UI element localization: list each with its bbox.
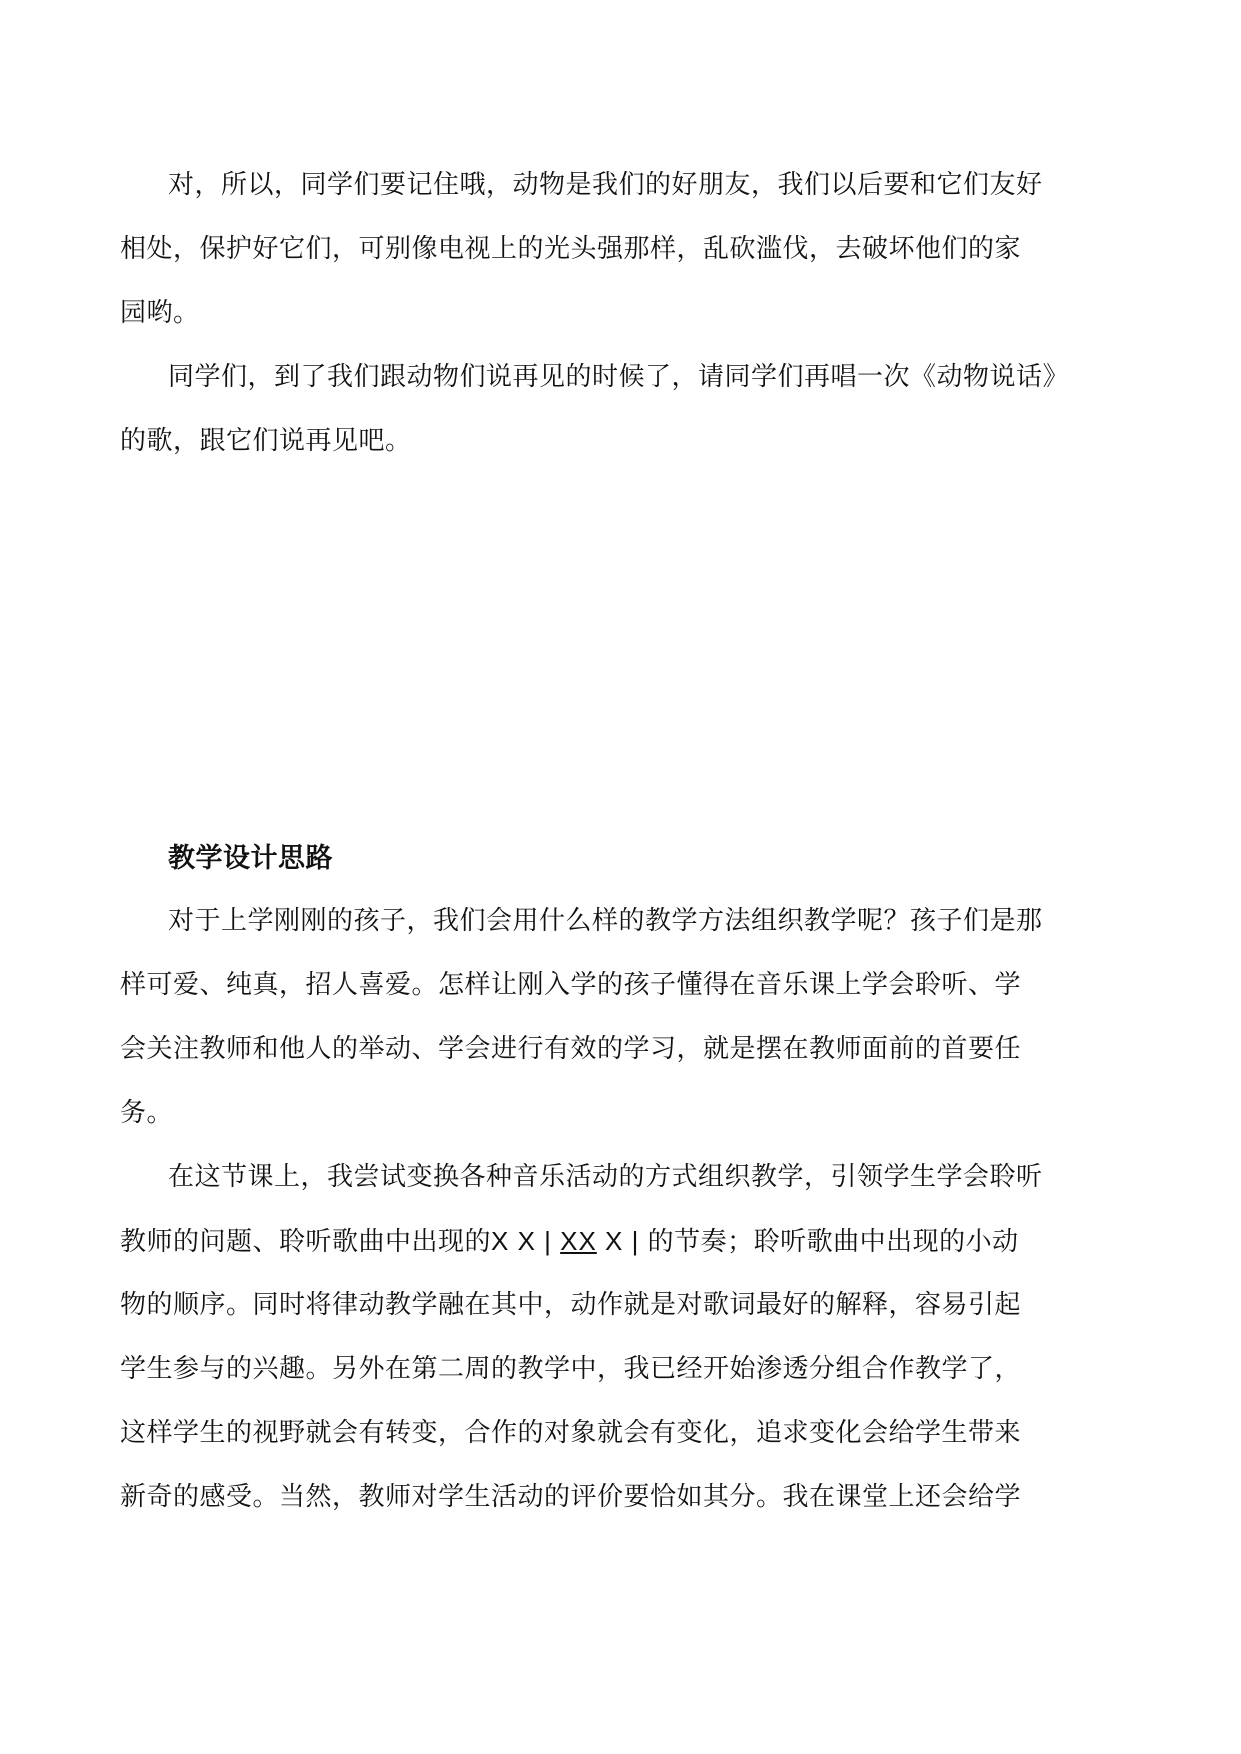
paragraph-1-line-1: 对，所以，同学们要记住哦，动物是我们的好朋友，我们以后要和它们友好 <box>168 170 1043 200</box>
section-heading: 教学设计思路 <box>168 843 333 874</box>
paragraph-4-line-2-before: 教师的问题、聆听歌曲中出现的 <box>120 1227 492 1257</box>
paragraph-3-line-3: 会关注教师和他人的举动、学会进行有效的学习，就是摆在教师面前的首要任 <box>120 1034 1022 1064</box>
paragraph-3-line-4: 务。 <box>120 1098 174 1128</box>
paragraph-4-line-6: 新奇的感受。当然，教师对学生活动的评价要恰如其分。我在课堂上还会给学 <box>120 1482 1022 1512</box>
paragraph-2-line-1: 同学们，到了我们跟动物们说再见的时候了，请同学们再唱一次《动物说话》 <box>168 362 1070 392</box>
paragraph-4-line-2 <box>120 1224 1019 1259</box>
rhythm-notation-underlined: XX <box>560 1226 597 1256</box>
paragraph-4-line-2-after: 的节奏；聆听歌曲中出现的小动 <box>647 1227 1019 1257</box>
paragraph-4-line-5: 这样学生的视野就会有转变，合作的对象就会有变化，追求变化会给学生带来 <box>120 1418 1022 1448</box>
paragraph-1-line-2: 相处，保护好它们，可别像电视上的光头强那样，乱砍滥伐，去破坏他们的家 <box>120 234 1022 264</box>
paragraph-1-line-3: 园哟。 <box>120 298 200 328</box>
paragraph-4-line-3: 物的顺序。同时将律动教学融在其中，动作就是对歌词最好的解释，容易引起 <box>120 1290 1022 1320</box>
paragraph-4-line-1: 在这节课上，我尝试变换各种音乐活动的方式组织教学，引领学生学会聆听 <box>168 1162 1043 1192</box>
rhythm-notation-a: X X | <box>491 1226 561 1256</box>
paragraph-2-line-2: 的歌，跟它们说再见吧。 <box>120 426 412 456</box>
paragraph-3-line-1: 对于上学刚刚的孩子，我们会用什么样的教学方法组织教学呢？孩子们是那 <box>168 906 1043 936</box>
paragraph-4-line-4: 学生参与的兴趣。另外在第二周的教学中，我已经开始渗透分组合作教学了， <box>120 1354 1022 1384</box>
rhythm-notation-c: X | <box>596 1226 648 1256</box>
paragraph-3-line-2: 样可爱、纯真，招人喜爱。怎样让刚入学的孩子懂得在音乐课上学会聆听、学 <box>120 970 1022 1000</box>
